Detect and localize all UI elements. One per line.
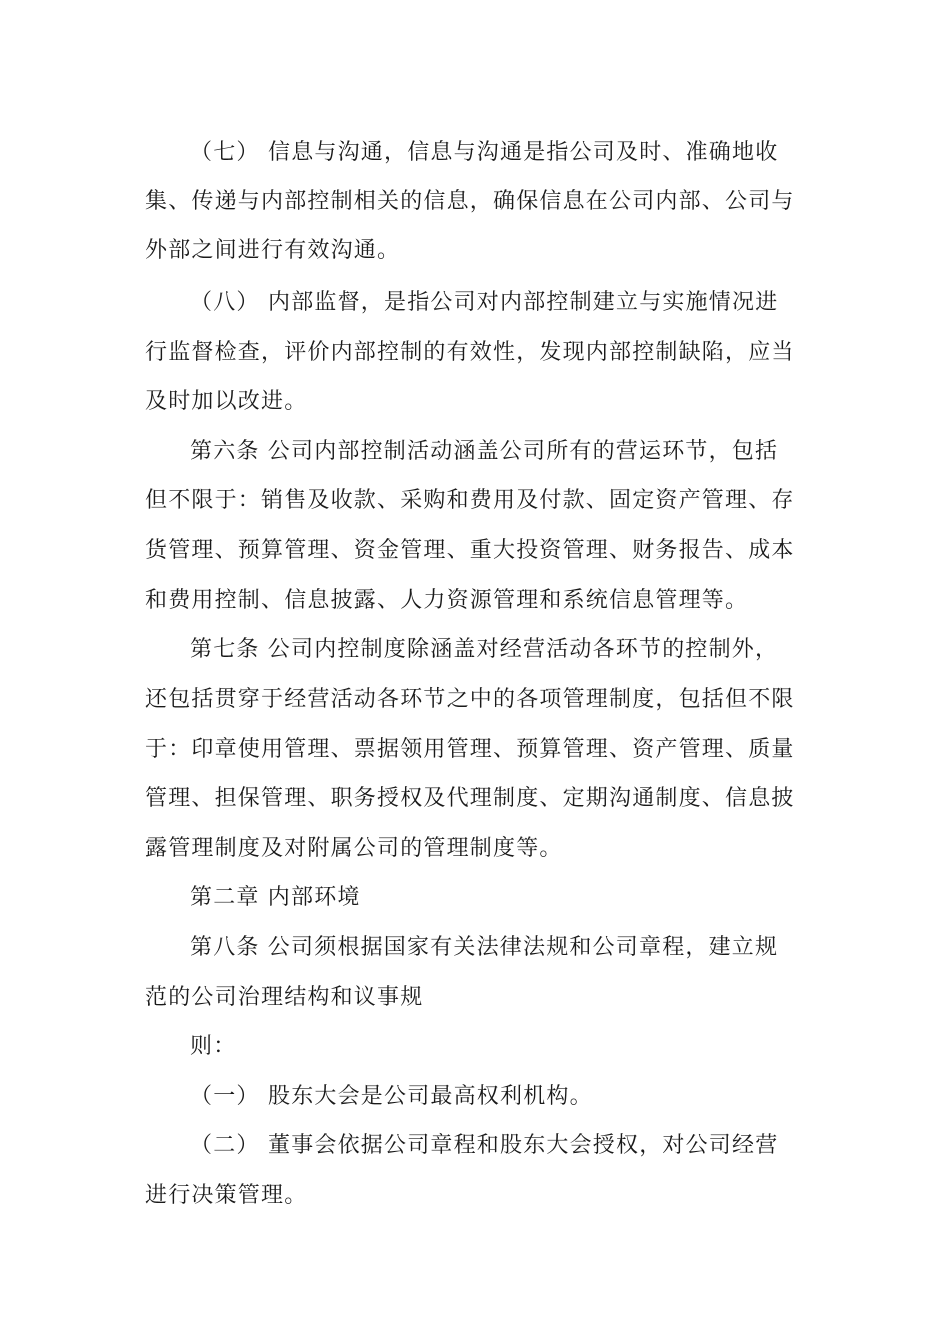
article-8-line-2: 范的公司治理结构和议事规 xyxy=(145,985,424,1010)
item-2-line-2: 进行决策管理。 xyxy=(145,1183,308,1208)
article-6-line-1: 第六条 公司内部控制活动涵盖公司所有的营运环节，包括 xyxy=(190,439,779,464)
paragraph-7-text: 信息与沟通，信息与沟通是指公司及时、准确地收 xyxy=(268,140,779,165)
article-7-line-1: 第七条 公司内控制度除涵盖对经营活动各环节的控制外， xyxy=(190,637,779,662)
item-1-text: 股东大会是公司最高权利机构。 xyxy=(268,1084,593,1109)
article-7-line-2: 还包括贯穿于经营活动各环节之中的各项管理制度，包括但不限 xyxy=(145,687,795,712)
paragraph-7-line-3: 外部之间进行有效沟通。 xyxy=(145,238,401,263)
paragraph-8-marker: （八） xyxy=(190,290,260,315)
item-2-text: 董事会依据公司章程和股东大会授权，对公司经营 xyxy=(268,1133,779,1158)
article-8-line-1: 第八条 公司须根据国家有关法律法规和公司章程，建立规 xyxy=(190,935,779,960)
paragraph-8-line-1 xyxy=(190,288,778,318)
paragraph-7-line-2: 集、传递与内部控制相关的信息，确保信息在公司内部、公司与 xyxy=(145,189,795,214)
paragraph-7-line-1 xyxy=(190,138,778,168)
item-2-marker: （二） xyxy=(190,1133,260,1158)
article-7-line-3: 于：印章使用管理、票据领用管理、预算管理、资产管理、质量 xyxy=(145,737,795,762)
article-8-line-3: 则： xyxy=(190,1034,237,1059)
article-6-line-2: 但不限于：销售及收款、采购和费用及付款、固定资产管理、存 xyxy=(145,488,795,513)
article-7-line-4: 管理、担保管理、职务授权及代理制度、定期沟通制度、信息披 xyxy=(145,786,795,811)
paragraph-8-line-3: 及时加以改进。 xyxy=(145,389,308,414)
article-6-line-4: 和费用控制、信息披露、人力资源管理和系统信息管理等。 xyxy=(145,588,749,613)
item-1-marker: （一） xyxy=(190,1084,260,1109)
article-7-line-5: 露管理制度及对附属公司的管理制度等。 xyxy=(145,836,563,861)
paragraph-7-marker: （七） xyxy=(190,140,260,165)
item-2-line-1 xyxy=(190,1131,778,1161)
item-1-line-1 xyxy=(190,1082,593,1112)
paragraph-8-text: 内部监督，是指公司对内部控制建立与实施情况进 xyxy=(268,290,779,315)
chapter-2-heading: 第二章 内部环境 xyxy=(190,885,361,910)
paragraph-8-line-2: 行监督检查，评价内部控制的有效性，发现内部控制缺陷，应当 xyxy=(145,340,795,365)
article-6-line-3: 货管理、预算管理、资金管理、重大投资管理、财务报告、成本 xyxy=(145,538,795,563)
